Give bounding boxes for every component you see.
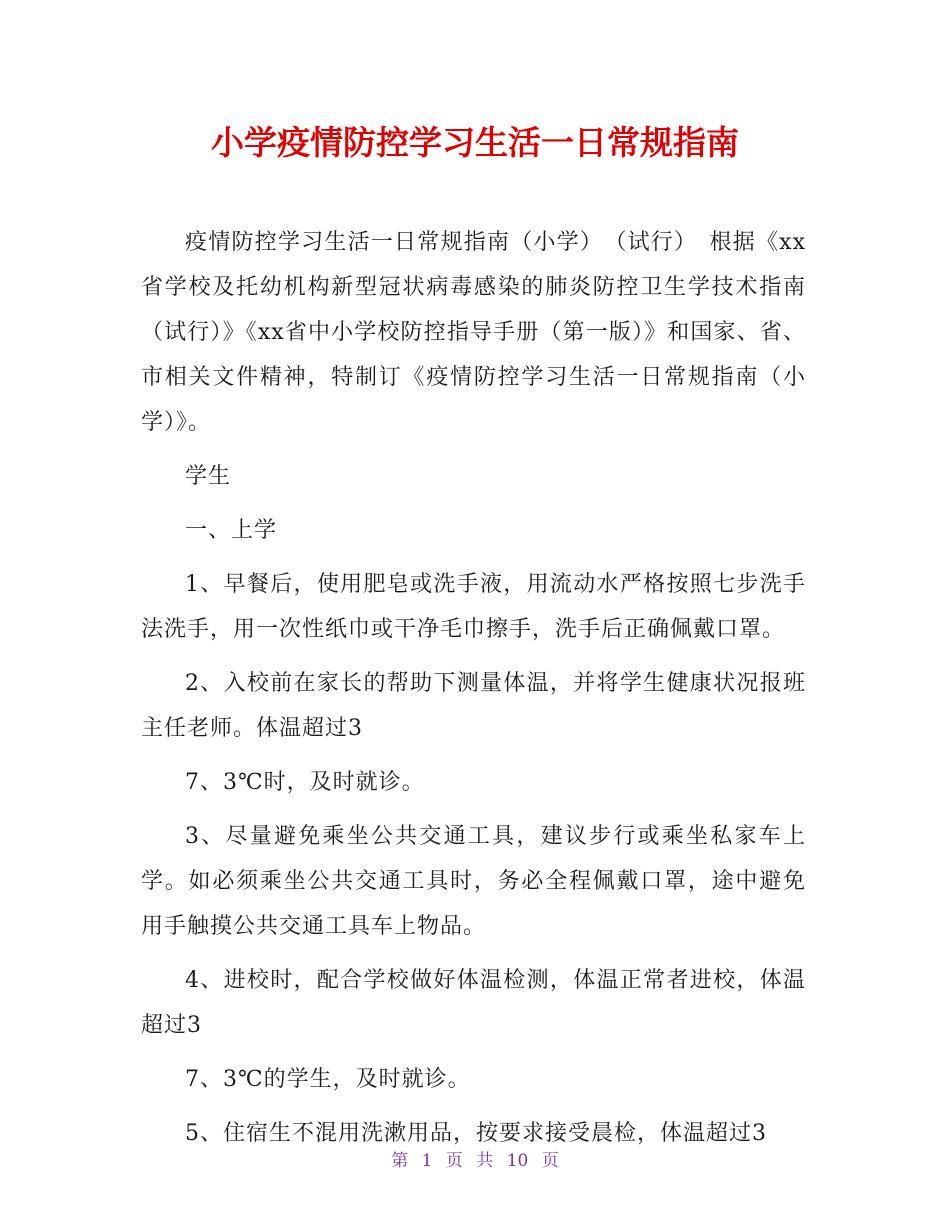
list-item: 7、3℃的学生，及时就诊。 bbox=[185, 1067, 471, 1092]
list-item: 5、住宿生不混用洗漱用品，按要求接受晨检，体温超过3 bbox=[185, 1121, 767, 1146]
document-title: 小学疫情防控学习生活一日常规指南 bbox=[211, 123, 739, 162]
list-item: 3、尽量避免乘坐公共交通工具，建议步行或乘坐私家车上学。如必须乘坐公共交通工具时，务必全程佩戴口罩，途中避免用手触摸公共交通工具车上物品。 bbox=[141, 824, 806, 939]
document-body bbox=[141, 220, 806, 1165]
page-footer: 第 1 页 共 10 页 bbox=[391, 1151, 559, 1171]
list-item: 7、3℃时，及时就诊。 bbox=[185, 770, 425, 795]
list-item: 2、入校前在家长的帮助下测量体温，并将学生健康状况报班主任老师。体温超过3 bbox=[141, 671, 806, 741]
section-heading-going-to-school: 一、上学 bbox=[185, 518, 278, 543]
section-heading-students: 学生 bbox=[185, 464, 232, 489]
paragraph-intro: 疫情防控学习生活一日常规指南（小学） （试行） 根据《xx省学校及托幼机构新型冠状病毒感染的肺炎防控卫生学技术指南（试行）》《xx省中小学校防控指导手册（第一版）》和国家、省、市相关文件精神，特制订《疫情防控学习生活一日常规指南（小学）》。 bbox=[141, 230, 806, 435]
list-item: 1、早餐后，使用肥皂或洗手液，用流动水严格按照七步洗手法洗手，用一次性纸巾或干净毛巾擦手，洗手后正确佩戴口罩。 bbox=[141, 572, 806, 642]
list-item: 4、进校时，配合学校做好体温检测，体温正常者进校，体温超过3 bbox=[141, 968, 806, 1038]
